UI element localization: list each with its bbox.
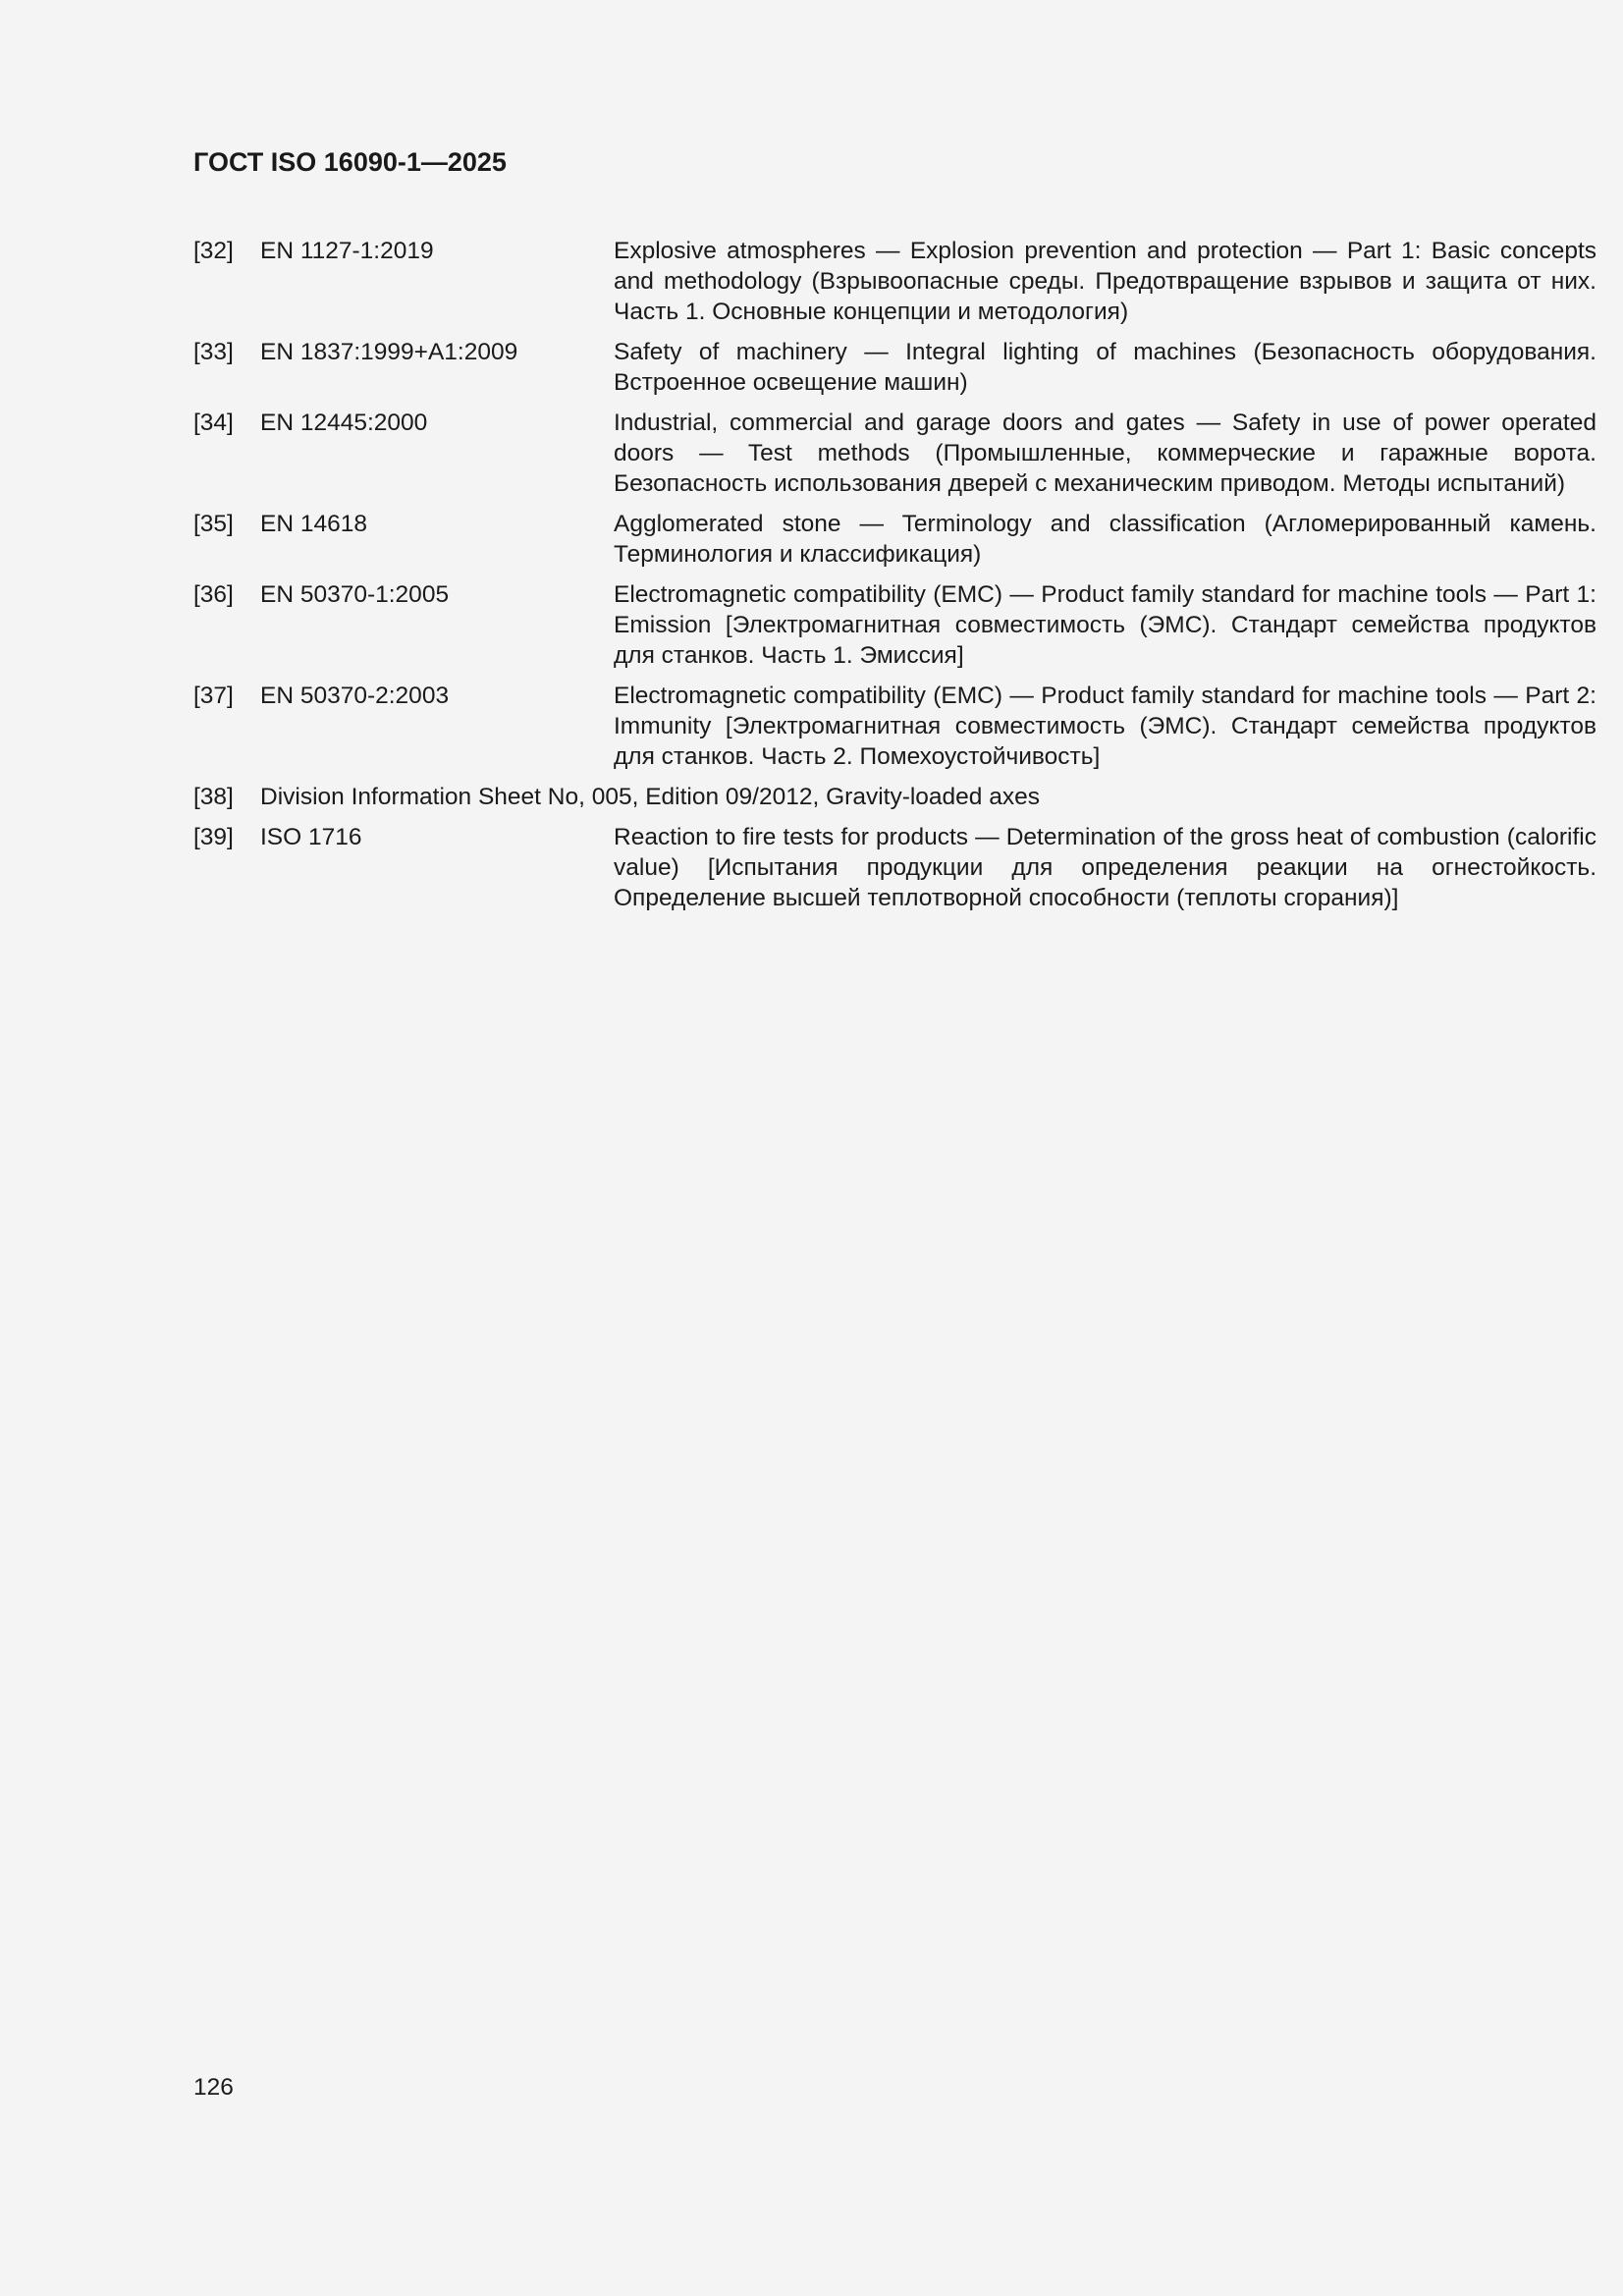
standard-title: Industrial, commercial and garage doors and gates — Safety in use of power operated doors — Test methods (Промышленные, коммерческие и гаражные ворота. Безопасность использования дверей с механическим приводом. Методы испытаний) [614,410,1596,497]
entry-number: [35] [193,511,234,537]
standard-code: EN 50370-1:2005 [260,581,450,608]
entry-number: [32] [193,238,234,264]
entry-fulltext: Division Information Sheet No, 005, Edition 09/2012, Gravity-loaded axes [260,784,1040,810]
standard-code: EN 12445:2000 [260,410,428,436]
standard-title: Reaction to fire tests for products — Determination of the gross heat of combustion (calorific value) [Испытания продукции для определения реакции на огнестойкость. Определение высшей теплотворной способности (теплоты сгорания)] [614,824,1596,911]
bibliography-entry [193,337,1596,398]
page-number: 126 [193,2074,234,2101]
standard-code: ISO 1716 [260,824,362,850]
entry-number: [36] [193,581,234,608]
standard-title: Explosive atmospheres — Explosion prevention and protection — Part 1: Basic concepts and methodology (Взрывоопасные среды. Предотвращение взрывов и защита от них. Часть 1. Основные концепции и методология) [614,238,1596,325]
bibliography-entry [193,782,1508,812]
bibliography-entry [193,681,1596,772]
bibliography-entry [193,579,1596,671]
standard-code: EN 1837:1999+A1:2009 [260,339,518,365]
standard-title: Electromagnetic compatibility (EMC) — Product family standard for machine tools — Part 1: Emission [Электромагнитная совместимость (ЭМС). Стандарт семейства продуктов для станков. Часть 1. Эмиссия] [614,581,1596,669]
document-header-title: ГОСТ ISO 16090-1—2025 [193,147,507,177]
entry-number: [39] [193,824,234,850]
standard-code: EN 1127-1:2019 [260,238,434,264]
bibliography-entry [193,236,1596,327]
standard-title: Electromagnetic compatibility (EMC) — Product family standard for machine tools — Part 2: Immunity [Электромагнитная совместимость (ЭМС). Стандарт семейства продуктов для станков. Часть 2. Помехоустойчивость] [614,683,1596,770]
entry-number: [37] [193,683,234,709]
standard-title: Agglomerated stone — Terminology and classification (Агломерированный камень. Терминология и классификация) [614,511,1596,568]
bibliography-entry [193,822,1596,913]
standard-code: EN 14618 [260,511,367,537]
entry-number: [34] [193,410,234,436]
bibliography-list [193,236,1596,923]
bibliography-entry [193,408,1596,499]
standard-title: Safety of machinery — Integral lighting of machines (Безопасность оборудования. Встроенное освещение машин) [614,339,1596,396]
bibliography-entry [193,509,1596,570]
entry-number: [38] [193,784,234,810]
entry-number: [33] [193,339,234,365]
standard-code: EN 50370-2:2003 [260,683,450,709]
